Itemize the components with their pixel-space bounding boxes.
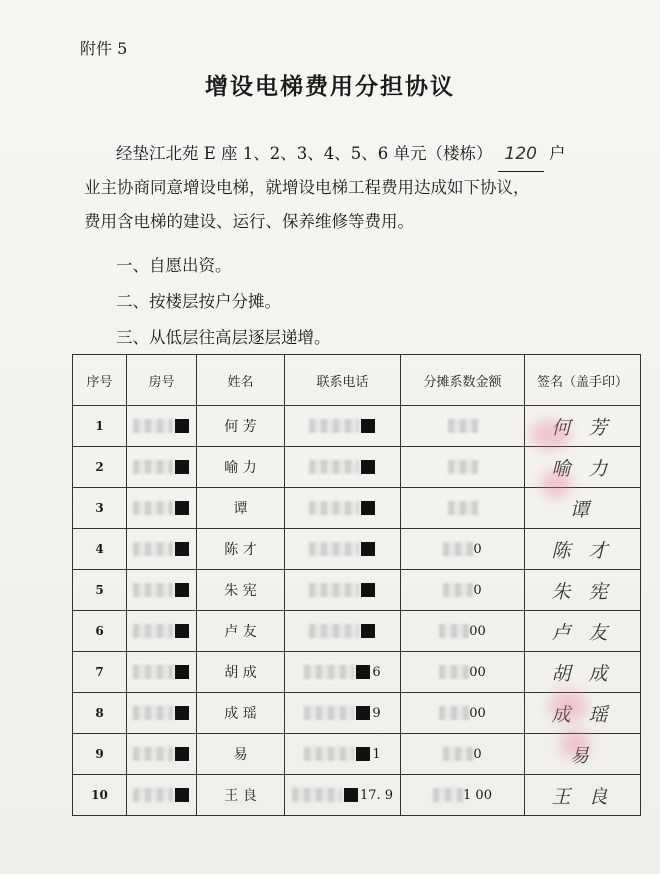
fingerprint-stain <box>530 420 570 450</box>
signature-cell <box>525 652 641 693</box>
col-header-phone: 联系电话 <box>285 355 401 406</box>
owner-name <box>197 652 285 693</box>
redaction-block <box>175 419 189 433</box>
room-number-redacted <box>127 406 197 447</box>
amount-visible-digits: 00 <box>469 705 486 721</box>
amount-visible-digits: 00 <box>469 664 486 680</box>
redaction-blur <box>439 706 469 720</box>
owner-name <box>197 406 285 447</box>
clause-1: 一、自愿出资。 <box>116 256 232 275</box>
table-row <box>73 611 641 652</box>
redaction-blur <box>448 419 478 433</box>
col-header-signature: 签名（盖手印） <box>525 355 641 406</box>
phone-redacted <box>285 611 401 652</box>
fingerprint-stain <box>560 730 590 758</box>
redaction-blur <box>133 706 173 720</box>
table-row <box>73 775 641 816</box>
phone-visible-digits: 1 <box>372 746 381 762</box>
row-number: 2 <box>73 447 127 488</box>
redaction-blur <box>304 706 354 720</box>
redaction-blur <box>443 583 473 597</box>
amount-redacted <box>401 734 525 775</box>
room-number-redacted <box>127 693 197 734</box>
clause-3: 三、从低层往高层逐层递增。 <box>116 328 331 347</box>
fingerprint-stain <box>550 690 586 722</box>
clause-2: 二、按楼层按户分摊。 <box>116 292 281 311</box>
table-row <box>73 652 641 693</box>
redaction-blur <box>304 747 354 761</box>
intro-prefix: 经垫江北苑 E 座 1、2、3、4、5、6 单元（楼栋） <box>116 144 493 163</box>
redaction-blur <box>433 788 463 802</box>
amount-visible-digits: 0 <box>473 582 482 598</box>
room-number-redacted <box>127 488 197 529</box>
redaction-blur <box>304 665 354 679</box>
redaction-block <box>175 624 189 638</box>
table-row <box>73 570 641 611</box>
redaction-blur <box>133 419 173 433</box>
table-row <box>73 734 641 775</box>
owner-name-text: 王 良 <box>224 788 257 804</box>
phone-redacted <box>285 406 401 447</box>
redaction-block <box>175 501 189 515</box>
handwritten-signature: 喻 力 <box>551 457 614 480</box>
signature-cell <box>525 488 641 529</box>
table-row <box>73 529 641 570</box>
redaction-block <box>361 501 375 515</box>
col-header-amount: 分摊系数金额 <box>401 355 525 406</box>
phone-redacted <box>285 775 401 816</box>
owner-name <box>197 570 285 611</box>
redaction-block <box>344 788 358 802</box>
handwritten-signature: 朱 宪 <box>551 580 614 603</box>
signature-cell <box>525 570 641 611</box>
redaction-blur <box>309 460 359 474</box>
handwritten-signature: 陈 才 <box>551 539 614 562</box>
amount-visible-digits: 0 <box>473 746 482 762</box>
redaction-block <box>175 583 189 597</box>
owner-name-text: 何 芳 <box>224 419 257 435</box>
table-header-row <box>73 355 641 406</box>
redaction-blur <box>133 788 173 802</box>
amount-redacted <box>401 652 525 693</box>
handwritten-signature: 王 良 <box>551 785 614 808</box>
signature-cell <box>525 775 641 816</box>
col-header-name: 姓名 <box>197 355 285 406</box>
owner-name-text: 胡 成 <box>224 665 257 681</box>
signature-cell <box>525 529 641 570</box>
redaction-block <box>361 624 375 638</box>
redaction-blur <box>439 624 469 638</box>
households-count: 120 <box>498 137 544 172</box>
row-number: 6 <box>73 611 127 652</box>
owner-name-text: 成 瑶 <box>224 706 257 722</box>
redaction-block <box>175 460 189 474</box>
owner-name <box>197 775 285 816</box>
redaction-block <box>356 747 370 761</box>
redaction-blur <box>133 583 173 597</box>
handwritten-signature: 谭 <box>569 498 595 521</box>
phone-redacted <box>285 447 401 488</box>
owner-name <box>197 447 285 488</box>
handwritten-signature: 胡 成 <box>551 662 614 685</box>
redaction-blur <box>309 419 359 433</box>
amount-visible-digits: 0 <box>473 541 482 557</box>
room-number-redacted <box>127 652 197 693</box>
row-number: 5 <box>73 570 127 611</box>
phone-visible-digits: 9 <box>372 705 381 721</box>
redaction-blur <box>309 583 359 597</box>
room-number-redacted <box>127 447 197 488</box>
redaction-block <box>175 665 189 679</box>
phone-redacted <box>285 488 401 529</box>
room-number-redacted <box>127 775 197 816</box>
amount-redacted <box>401 529 525 570</box>
phone-redacted <box>285 570 401 611</box>
intro-line-3: 费用含电梯的建设、运行、保养维修等费用。 <box>84 212 414 231</box>
redaction-blur <box>133 501 173 515</box>
fingerprint-stain <box>540 470 572 498</box>
redaction-block <box>356 665 370 679</box>
handwritten-signature: 卢 友 <box>551 621 614 644</box>
redaction-block <box>175 747 189 761</box>
owner-name-text: 谭 <box>233 501 248 517</box>
redaction-block <box>175 788 189 802</box>
signature-cell <box>525 611 641 652</box>
redaction-block <box>175 542 189 556</box>
handwritten-signature: 何 芳 <box>551 416 614 439</box>
intro-line-2: 业主协商同意增设电梯，就增设电梯工程费用达成如下协议， <box>84 178 530 197</box>
amount-visible-digits: 00 <box>469 623 486 639</box>
redaction-blur <box>439 665 469 679</box>
owner-name <box>197 488 285 529</box>
intro-suffix: 户 <box>549 144 566 163</box>
handwritten-signature: 成 瑶 <box>551 703 614 726</box>
redaction-block <box>175 706 189 720</box>
col-header-no: 序号 <box>73 355 127 406</box>
owner-name <box>197 611 285 652</box>
redaction-blur <box>443 747 473 761</box>
redaction-block <box>361 542 375 556</box>
amount-redacted <box>401 406 525 447</box>
row-number: 1 <box>73 406 127 447</box>
amount-redacted <box>401 447 525 488</box>
redaction-blur <box>309 624 359 638</box>
redaction-blur <box>133 460 173 474</box>
phone-visible-digits: 17. 9 <box>359 787 394 803</box>
col-header-room: 房号 <box>127 355 197 406</box>
owner-name-text: 卢 友 <box>224 624 257 640</box>
row-number: 10 <box>73 775 127 816</box>
row-number: 3 <box>73 488 127 529</box>
amount-redacted <box>401 611 525 652</box>
handwritten-signature: 易 <box>569 744 595 767</box>
amount-redacted <box>401 693 525 734</box>
redaction-blur <box>309 501 359 515</box>
row-number: 8 <box>73 693 127 734</box>
attachment-label: 附件 5 <box>80 39 128 58</box>
redaction-block <box>361 460 375 474</box>
phone-redacted <box>285 693 401 734</box>
amount-redacted <box>401 775 525 816</box>
amount-visible-digits: 1 00 <box>463 787 492 803</box>
intro-line-1 <box>116 137 566 172</box>
page-title: 增设电梯费用分担协议 <box>205 73 455 100</box>
redaction-blur <box>443 542 473 556</box>
redaction-blur <box>309 542 359 556</box>
amount-redacted <box>401 570 525 611</box>
redaction-blur <box>133 747 173 761</box>
room-number-redacted <box>127 570 197 611</box>
row-number: 7 <box>73 652 127 693</box>
redaction-blur <box>133 624 173 638</box>
redaction-blur <box>133 665 173 679</box>
redaction-block <box>361 583 375 597</box>
room-number-redacted <box>127 734 197 775</box>
phone-visible-digits: 6 <box>372 664 381 680</box>
owner-name-text: 喻 力 <box>224 460 257 476</box>
owner-name <box>197 734 285 775</box>
redaction-blur <box>133 542 173 556</box>
redaction-block <box>356 706 370 720</box>
owner-name-text: 朱 宪 <box>224 583 257 599</box>
owner-name <box>197 693 285 734</box>
owner-name-text: 易 <box>233 747 248 763</box>
phone-redacted <box>285 529 401 570</box>
redaction-block <box>361 419 375 433</box>
phone-redacted <box>285 652 401 693</box>
redaction-blur <box>448 501 478 515</box>
redaction-blur <box>292 788 342 802</box>
room-number-redacted <box>127 611 197 652</box>
row-number: 4 <box>73 529 127 570</box>
amount-redacted <box>401 488 525 529</box>
redaction-blur <box>448 460 478 474</box>
owner-name-text: 陈 才 <box>224 542 257 558</box>
room-number-redacted <box>127 529 197 570</box>
phone-redacted <box>285 734 401 775</box>
owner-name <box>197 529 285 570</box>
row-number: 9 <box>73 734 127 775</box>
